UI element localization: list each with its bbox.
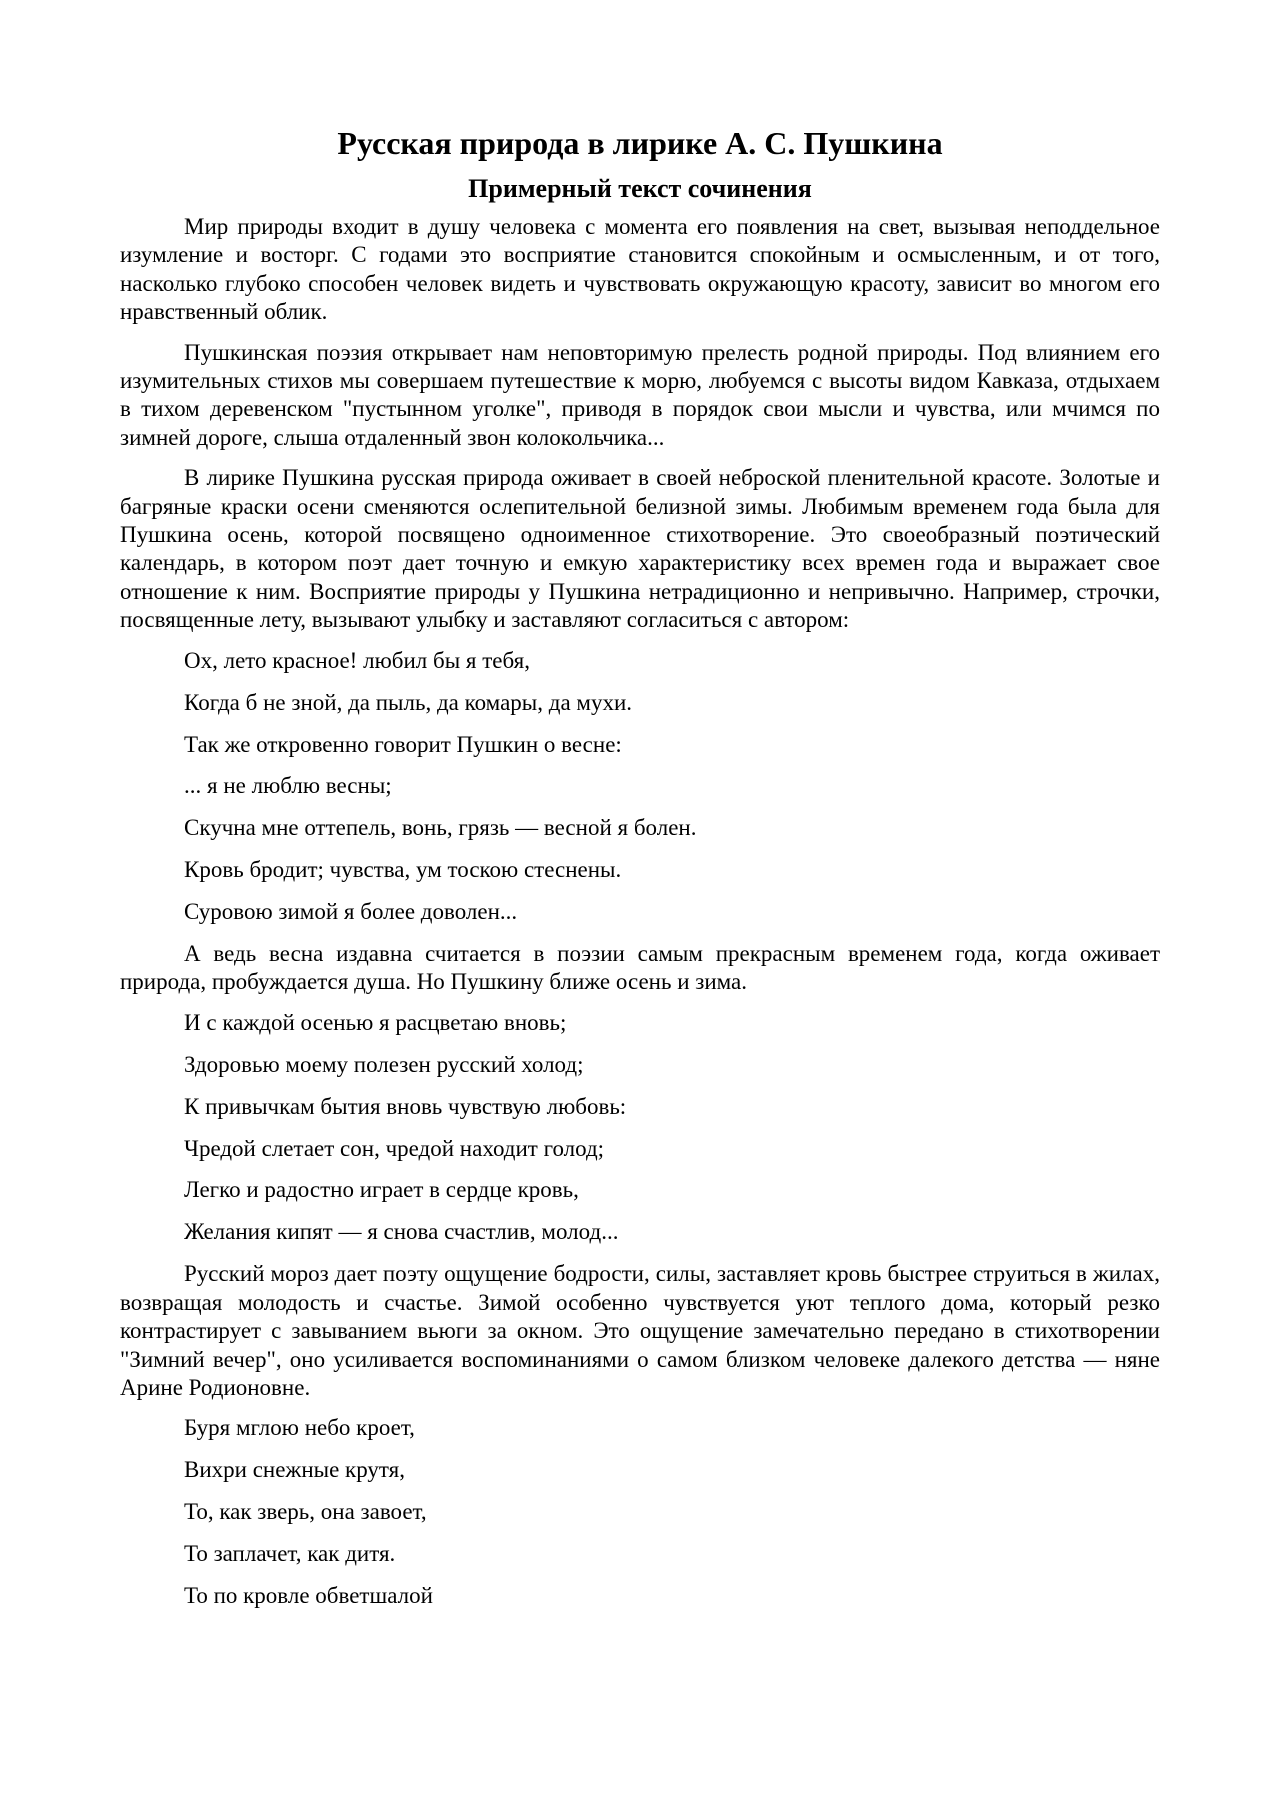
paragraph: А ведь весна издавна считается в поэзии самым прекрасным временем года, когда оживает природа, пробуждается душа. Но Пушкину ближе осень и зима. <box>120 941 1160 995</box>
document-title: Русская природа в лирике А. С. Пушкина <box>337 125 943 161</box>
verse-line: Здоровью моему полезен русский холод; <box>184 1051 584 1077</box>
verse-line: Легко и радостно играет в сердце кровь, <box>184 1177 579 1203</box>
verse-line: К привычкам бытия вновь чувствую любовь: <box>184 1093 627 1119</box>
verse-line: Буря мглою небо кроет, <box>184 1415 415 1441</box>
paragraph: Мир природы входит в душу человека с момента его появления на свет, вызывая неподдельное изумление и восторг. С годами это восприятие становится спокойным и осмысленным, и от того, насколько глубоко способен человек видеть и чувствовать окружающую красоту, зависит во многом его нравственный облик. <box>120 214 1160 325</box>
verse-line: То, как зверь, она завоет, <box>184 1499 427 1525</box>
document-body <box>120 117 1160 1624</box>
verse-line: То заплачет, как дитя. <box>184 1541 396 1567</box>
verse-line: Кровь бродит; чувства, ум тоскою стеснены. <box>184 857 622 883</box>
verse-line: Чредой слетает сон, чредой находит голод; <box>184 1135 605 1161</box>
verse-line: То по кровле обветшалой <box>184 1582 433 1608</box>
verse-line: ... я не люблю весны; <box>184 773 392 799</box>
verse-line: Ох, лето красное! любил бы я тебя, <box>184 647 530 673</box>
verse-line: Вихри снежные крутя, <box>184 1457 405 1483</box>
paragraph: Пушкинская поэзия открывает нам неповторимую прелесть родной природы. Под влиянием его изумительных стихов мы совершаем путешествие к морю, любуемся с высоты видом Кавказа, отдыхаем в тихом деревенском "пустынном уголке", приводя в порядок свои мысли и чувства, или мчимся по зимней дороге, слыша отдаленный звон колокольчика... <box>120 339 1160 450</box>
verse-line: Суровою зимой я более доволен... <box>184 899 518 925</box>
verse-line: И с каждой осенью я расцветаю вновь; <box>184 1009 567 1035</box>
verse-line: Когда б не зной, да пыль, да комары, да мухи. <box>184 689 633 715</box>
paragraph: Русский мороз дает поэту ощущение бодрости, силы, заставляет кровь быстрее струиться в жилах, возвращая молодость и счастье. Зимой особенно чувствуется уют теплого дома, который резко контрастирует с завыванием вьюги за окном. Это ощущение замечательно передано в стихотворении "Зимний вечер", оно усиливается воспоминаниями о самом близком человеке далекого детства — няне Арине Родионовне. <box>120 1261 1160 1400</box>
paragraph: В лирике Пушкина русская природа оживает в своей неброской пленительной красоте. Золотые и багряные краски осени сменяются ослепительной белизной зимы. Любимым временем года была для Пушкина осень, которой посвящено одноименное стихотворение. Это своеобразный поэтический календарь, в котором поэт дает точную и емкую характеристику всех времен года и выражает свое отношение к ним. Восприятие природы у Пушкина нетрадиционно и непривычно. Например, строчки, посвященные лету, вызывают улыбку и заставляют согласиться с автором: <box>120 465 1160 633</box>
document-subtitle: Примерный текст сочинения <box>468 174 812 203</box>
verse-line: Скучна мне оттепель, вонь, грязь — весной я болен. <box>184 815 697 841</box>
verse-line: Желания кипят — я снова счастлив, молод... <box>184 1219 619 1245</box>
verse-line: Так же откровенно говорит Пушкин о весне: <box>184 731 622 757</box>
